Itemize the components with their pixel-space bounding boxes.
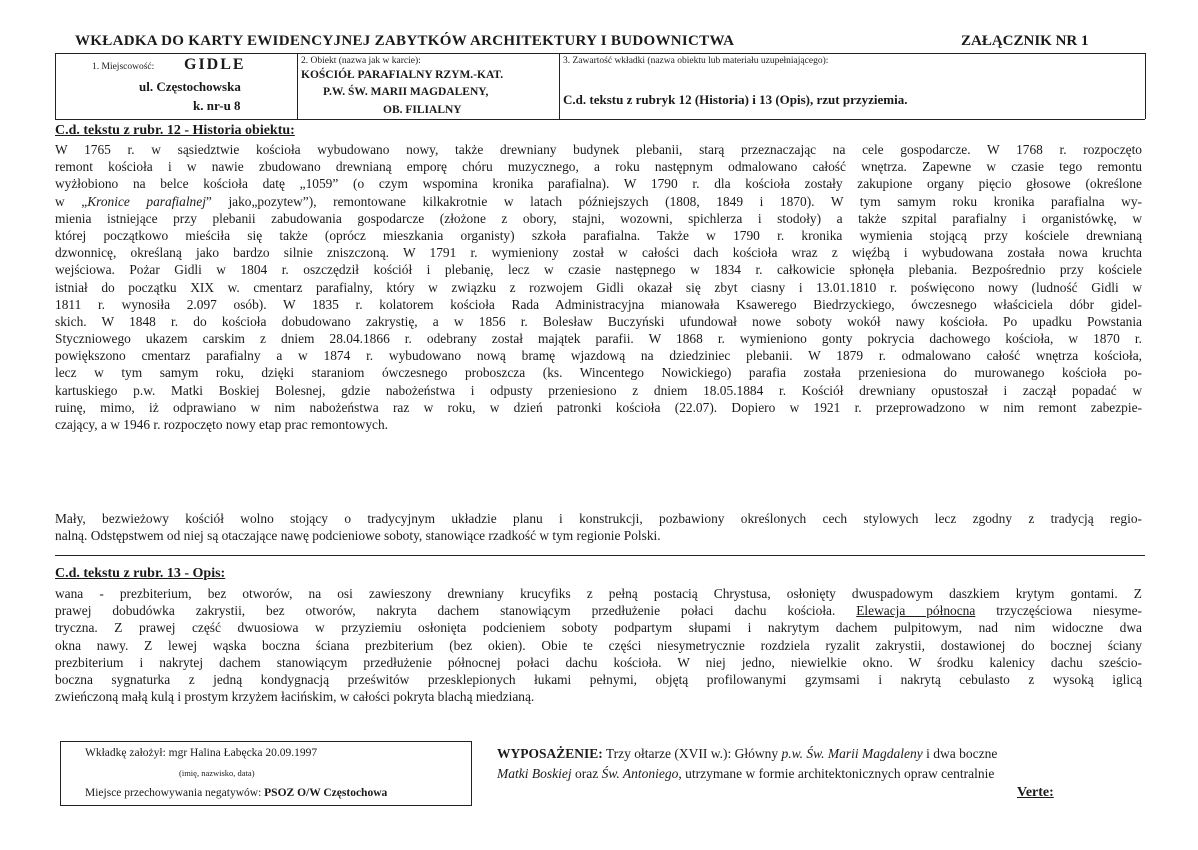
text-fragment: i dwa boczne [922,746,998,761]
text-line: nalną. Odstępstwem od niej są otaczające nawę podcieniowe soboty, stanowiące rzadkość w tym regionie Polski. [55,528,661,544]
text-line: mienia istniejące przy plebanii zabudowania gospodarcze (złożone z obory, stajni, wozowni, spichlerza i stodoły) a także szpital parafialny i organistówkę, w [55,210,1142,226]
equipment-label: WYPOSAŻENIE: [497,746,603,761]
header-right-rule [1145,53,1146,119]
text-line: prezbiterium i nakrytej dachem stanowiącym przedłużenie północnej połaci dachu kościoła. W niej jedno, niewielkie okno. W środku kalenicy dachu sześcio- [55,654,1142,670]
text-line: dzwonnicę, określaną jako bardzo silnie zniszczoną. W 1791 r. wymieniony został w całości dach kościoła wraz z więźbą i wybudowana została nowa kruchta [55,245,1142,261]
cell-object-line1: KOŚCIÓŁ PARAFIALNY RZYM.-KAT. [301,69,504,81]
author-caption: (imię, nazwisko, data) [179,768,255,778]
cell-object-line3: OB. FILIALNY [383,104,462,116]
text-line: Styczniowego ukazem carskim z dniem 28.04.1866 r. odebrany został majątek parafii. W 1868 r. wymieniono gonty pokrycia dachowego kościoła, w 1870 r. [55,331,1142,347]
author-line: Wkładkę założył: mgr Halina Łabęcka 20.09.1997 [85,747,318,759]
header-top-rule [55,53,1145,54]
text-italic-fragment: Kronice parafialnej [87,193,206,209]
section-13-heading: C.d. tekstu z rubr. 13 - Opis: [55,566,226,581]
text-fragment: Trzy ołtarze (XVII w.): Główny [602,746,782,761]
text-line: okna nawy. Z lewej wąska boczna ściana prezbiterium (bez okien). Obie te części niesymetrycznie rozdziela ryzalit zakrystii, dostawionej do bocznej ściany [55,637,1142,653]
section-13-text [55,585,1142,705]
equipment-line-1 [497,744,997,763]
cell-contents-value: C.d. tekstu z rubryk 12 (Historia) i 13 (Opis), rzut przyziemia. [563,92,908,107]
text-line: Mały, bezwieżowy kościół wolno stojący o tradycyjnym układzie planu i konstrukcji, pozbawiony określonych cech stylowych lecz zgodny z tradycją regio- [55,511,1142,526]
cell-locality-street: ul. Częstochowska [139,79,241,94]
text-line [55,602,1142,619]
text-line: kartuskiego p.w. Matki Boskiej Bolesnej, gdzie nabożeństwa i odpusty przeniesiono z dniem 18.05.1884 r. Kościół drewniany opustoszał i zaczął popadać w [55,382,1142,398]
text-line: zwieńczoną małą kulą i prostym krzyżem łacińskim, w całości pokryta blachą miedzianą. [55,689,535,705]
section-separator [55,555,1145,556]
text-line: wyżłobiono na belce kościoła datę „1059” (o czym wspomina kronika parafialna). W 1790 r. dla kościoła zostały zakupione organy pięcio głosowe (określone [55,176,1142,192]
cell-object-line2: P.W. ŚW. MARII MAGDALENY, [323,86,489,98]
text-line: istniał do początku XIX w. cmentarz parafialny, który w związku z rozwojem Gidli okazał się zbyt ciasny i 13.01.1810 r. poświęcono nowy (ludność Gidli w [55,279,1142,295]
verte-label: Verte: [1017,785,1054,800]
text-line: boczna sygnaturka z jedną kondygnacją prześwitów przesklepionych łukami pełnymi, objętą profilowanymi gzymsami i nakrytą cebulasto z wysoką iglicą [55,671,1142,687]
text-italic-fragment: p.w. Św. Marii Magdaleny [781,746,923,761]
section-12-text [55,141,1142,433]
cell-locality-number: k. nr-u 8 [193,98,241,113]
cell-locality-label: 1. Miejscowość: [92,62,155,72]
text-line: tryczna. Z prawej część dwuosiowa w przyziemiu osłonięta podcieniem soboty podpartym słupami i nakrytym dachem pulpitowym, nad nim widoczne dwa [55,620,1142,636]
text-line: W 1765 r. w sąsiedztwie kościoła wybudowano nowy, także drewniany budynek plebanii, starą przeznaczając na cele gospodarcze. W 1768 r. rozpoczęto [55,142,1142,157]
storage-label: Miejsce przechowywania negatywów: [85,787,262,799]
text-fragment: ” jako„pozytew”), remontowane kilkakrotnie w latach późniejszych (1808, 1849 i 1870). W tym samym roku kronika parafialna wy- [205,193,1142,209]
storage-line [85,787,387,799]
text-fragment: trzyczęściowa niesyme- [975,603,1142,619]
equipment-line-2 [497,764,994,783]
text-line: lecz w tym samym roku, dzięki staraniom ówczesnego proboszcza (ks. Wincentego Nowickiego) parafia została przeniesiona do murowanego kościoła po- [55,365,1142,381]
text-line: 1811 r. wynosiła 2.097 osób). W 1835 r. kolatorem kościoła Rada Administracyjna mianowała Ksawerego Biedrzyckiego, ówczesnego właściciela dóbr gidel- [55,296,1142,312]
section-12-heading: C.d. tekstu z rubr. 12 - Historia obiektu: [55,123,295,138]
document-title: WKŁADKA DO KARTY EWIDENCYJNEJ ZABYTKÓW ARCHITEKTURY I BUDOWNICTWA [75,33,735,49]
text-fragment: oraz [571,766,602,781]
author-box [60,741,472,806]
header-bottom-rule [55,119,1145,120]
text-fragment: prawej dobudówka zakrystii, bez otworów, nakryta dachem stanowiącym przedłużenie połaci dachu kościoła. [55,603,857,619]
text-line: skich. W 1848 r. do kościoła dobudowano zakrystię, a w 1856 r. Bolesław Buczyński ufundował nowe soboty wokół nawy kościoła. Po upadku Powstania [55,313,1142,329]
text-line: powiększono cmentarz parafialny a w 1874 r. wybudowano nową bramę wjazdową na dziedziniec plebanii. W 1879 r. odmalowano całość wnętrza kościoła, [55,348,1142,364]
text-underlined-fragment: Elewacja północna [856,603,976,619]
text-italic-fragment: Matki Boskiej [497,766,572,781]
text-line: ruinę, mimo, iż odprawiano w nim nabożeństwa raz w roku, w dzień patronki kościoła (22.07). Dopiero w 1921 r. przeprowadzono w nim remont zabezpie- [55,399,1142,415]
text-line: czający, a w 1946 r. rozpoczęto nowy etap prac remontowych. [55,417,389,432]
section-12-summary [55,510,1142,544]
text-fragment: w „ [55,193,88,209]
cell-locality-town: GIDLE [184,56,246,73]
text-line: remont kościoła i w nawie zbudowano drewnianą emporę chóru muzycznego, a roku następnym odmalowano całość wnętrza. Zapewne w czasie tego remontu [55,159,1142,175]
cell-contents-label: 3. Zawartość wkładki (nazwa obiektu lub materiału uzupełniającego): [563,56,829,66]
text-line [55,193,1142,210]
text-italic-fragment: Św. Antoniego [601,766,679,781]
storage-value: PSOZ O/W Częstochowa [264,787,388,799]
text-fragment: , utrzymane w formie architektonicznych opraw centralnie [678,766,995,781]
cell-object-label: 2. Obiekt (nazwa jak w karcie): [301,56,421,66]
text-line: wejściowa. Pożar Gidli w 1804 r. oszczędził kościół i plebanię, lecz w czasie następnego w 1834 r. całkowicie spłonęła plebania. Bezpośrednio przy kościele [55,262,1142,278]
header-divider-2 [559,53,560,119]
attachment-number: ZAŁĄCZNIK NR 1 [961,33,1089,49]
text-line: wana - prezbiterium, bez otworów, na osi zawieszony drewniany krucyfiks z pełną postacią Chrystusa, osłonięty dwuspadowym daszkiem krytym gontami. Z [55,586,1142,601]
header-divider-1 [297,53,298,119]
text-line: której początkowo mieściła się także (oprócz mieszkania organisty) szkoła parafialna. Także w 1790 r. kronika wymienia stojącą przy kościele drewnianą [55,227,1142,243]
header-left-rule [55,53,56,119]
